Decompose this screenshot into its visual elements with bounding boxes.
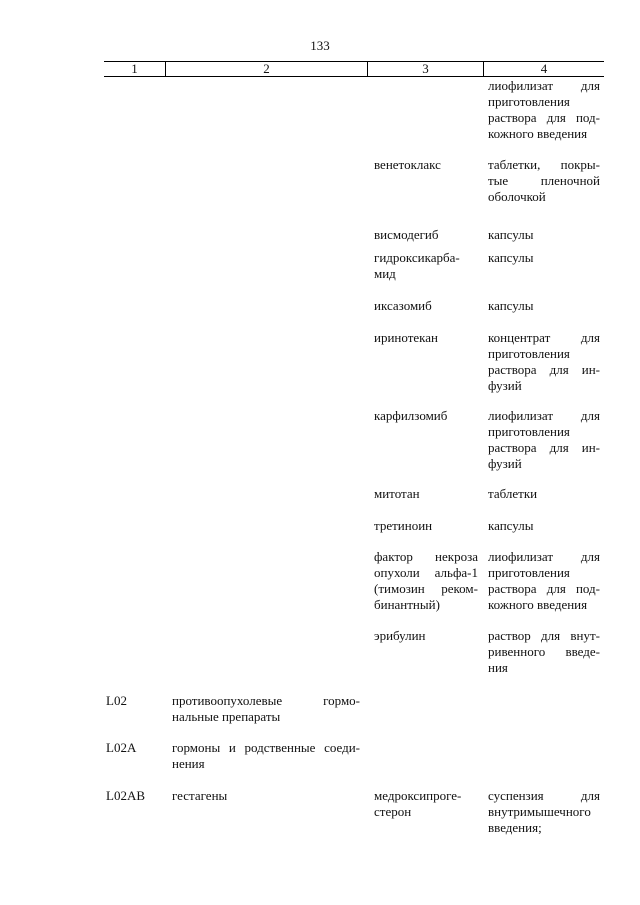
medicine-name-line: стерон	[374, 804, 412, 819]
atc-code	[104, 157, 166, 205]
medicine-name	[368, 298, 484, 314]
dosage-form-line: оболочкой	[488, 189, 546, 204]
dosage-form-line: кожного введения	[488, 126, 588, 141]
medicine-name-line: эрибулин	[374, 628, 426, 643]
header-col-1: 1	[104, 62, 166, 76]
atc-code: L02AB	[106, 788, 145, 803]
anatomical-group-line: нения	[172, 756, 205, 771]
dosage-form	[484, 693, 604, 725]
medicine-name-line: висмодегиб	[374, 227, 439, 242]
table-row	[104, 518, 604, 534]
dosage-form	[484, 486, 604, 502]
dosage-form-line: лиофилизат для	[488, 549, 600, 564]
dosage-form	[484, 549, 604, 613]
medicine-name	[368, 788, 484, 836]
dosage-form-line: приготовления	[488, 565, 570, 580]
anatomical-group	[166, 518, 368, 534]
anatomical-group-line: нальные препараты	[172, 709, 281, 724]
table-row	[104, 486, 604, 502]
dosage-form-line: капсулы	[488, 250, 534, 265]
table-row	[104, 740, 604, 772]
dosage-form-line: приготовления	[488, 424, 570, 439]
medicine-name	[368, 628, 484, 676]
table-row	[104, 298, 604, 314]
medicine-name-line: митотан	[374, 486, 420, 501]
atc-code	[104, 486, 166, 502]
medicine-name	[368, 740, 484, 772]
anatomical-group	[166, 78, 368, 142]
dosage-form	[484, 628, 604, 676]
anatomical-group-line: противоопухолевые гормо-	[172, 693, 360, 708]
table-row	[104, 628, 604, 676]
medicine-name-line: иксазомиб	[374, 298, 432, 313]
medicine-name-line: бинантный)	[374, 597, 440, 612]
dosage-form-line: капсулы	[488, 298, 534, 313]
dosage-form	[484, 298, 604, 314]
table-row	[104, 78, 604, 142]
dosage-form-line: капсулы	[488, 227, 534, 242]
dosage-form	[484, 250, 604, 282]
anatomical-group	[166, 549, 368, 613]
dosage-form-line: кожного введения	[488, 597, 588, 612]
table-row	[104, 227, 604, 243]
anatomical-group	[166, 227, 368, 243]
anatomical-group	[166, 330, 368, 394]
table-row	[104, 693, 604, 725]
anatomical-group-line: гестагены	[172, 788, 228, 803]
dosage-form-line: лиофилизат для	[488, 78, 600, 93]
medicine-name-line: третиноин	[374, 518, 433, 533]
dosage-form-line: фузий	[488, 456, 522, 471]
anatomical-group	[166, 628, 368, 676]
dosage-form-line: ривенного введе-	[488, 644, 600, 659]
dosage-form-line: фузий	[488, 378, 522, 393]
atc-code	[104, 298, 166, 314]
medicine-name-line: мид	[374, 266, 396, 281]
medicine-name	[368, 250, 484, 282]
dosage-form-line: лиофилизат для	[488, 408, 600, 423]
atc-code	[104, 78, 166, 142]
atc-code	[104, 518, 166, 534]
anatomical-group	[166, 693, 368, 725]
medicine-name	[368, 693, 484, 725]
atc-code	[104, 408, 166, 472]
atc-code	[104, 330, 166, 394]
dosage-form-line: приготовления	[488, 346, 570, 361]
header-col-3: 3	[368, 62, 484, 76]
atc-code: L02	[106, 693, 127, 708]
dosage-form-line: капсулы	[488, 518, 534, 533]
medicine-name-line: карфилзомиб	[374, 408, 448, 423]
table-header	[104, 61, 604, 77]
table-row	[104, 788, 604, 836]
medicine-name	[368, 227, 484, 243]
dosage-form	[484, 227, 604, 243]
atc-code: L02A	[106, 740, 137, 755]
medicine-name-line: медроксипроге-	[374, 788, 462, 803]
table-row	[104, 549, 604, 613]
atc-code	[104, 250, 166, 282]
dosage-form	[484, 788, 604, 836]
dosage-form-line: ния	[488, 660, 508, 675]
medicine-name	[368, 549, 484, 613]
medicine-name-line: (тимозин реком-	[374, 581, 478, 596]
table-row	[104, 157, 604, 205]
dosage-form-line: тые пленочной	[488, 173, 600, 188]
dosage-form	[484, 330, 604, 394]
medicine-name-line: опухоли альфа-1	[374, 565, 478, 580]
anatomical-group	[166, 408, 368, 472]
atc-code	[104, 628, 166, 676]
anatomical-group	[166, 298, 368, 314]
dosage-form-line: введения;	[488, 820, 542, 835]
atc-code	[104, 227, 166, 243]
header-col-4: 4	[540, 61, 548, 76]
dosage-form-line: концентрат для	[488, 330, 600, 345]
medicine-name-line: венетоклакс	[374, 157, 441, 172]
medicine-name	[368, 486, 484, 502]
dosage-form-line: суспензия для	[488, 788, 600, 803]
medicine-name-line: фактор некроза	[374, 549, 478, 564]
medicine-name	[368, 78, 484, 142]
medicine-name	[368, 330, 484, 394]
dosage-form-line: таблетки	[488, 486, 538, 501]
medicine-name-line: иринотекан	[374, 330, 438, 345]
dosage-form-line: раствора для ин-	[488, 362, 600, 377]
dosage-form-line: приготовления	[488, 94, 570, 109]
dosage-form	[484, 518, 604, 534]
page-number: 133	[310, 38, 330, 53]
anatomical-group	[166, 250, 368, 282]
anatomical-group	[166, 486, 368, 502]
table-row	[104, 408, 604, 472]
dosage-form	[484, 408, 604, 472]
dosage-form	[484, 78, 604, 142]
anatomical-group	[166, 788, 368, 836]
medicine-name	[368, 408, 484, 472]
anatomical-group	[166, 740, 368, 772]
dosage-form-line: таблетки, покры-	[488, 157, 600, 172]
dosage-form-line: раствор для внут-	[488, 628, 600, 643]
anatomical-group	[166, 157, 368, 205]
dosage-form-line: раствора для под-	[488, 581, 600, 596]
atc-code	[104, 549, 166, 613]
table-row	[104, 250, 604, 282]
header-col-2: 2	[166, 62, 368, 76]
dosage-form-line: внутримышечного	[488, 804, 591, 819]
dosage-form-line: раствора для ин-	[488, 440, 600, 455]
table-row	[104, 330, 604, 394]
dosage-form-line: раствора для под-	[488, 110, 600, 125]
medicine-name	[368, 157, 484, 205]
medicine-name-line: гидроксикарба-	[374, 250, 460, 265]
anatomical-group-line: гормоны и родственные соеди-	[172, 740, 360, 755]
dosage-form	[484, 740, 604, 772]
dosage-form	[484, 157, 604, 205]
medicine-name	[368, 518, 484, 534]
